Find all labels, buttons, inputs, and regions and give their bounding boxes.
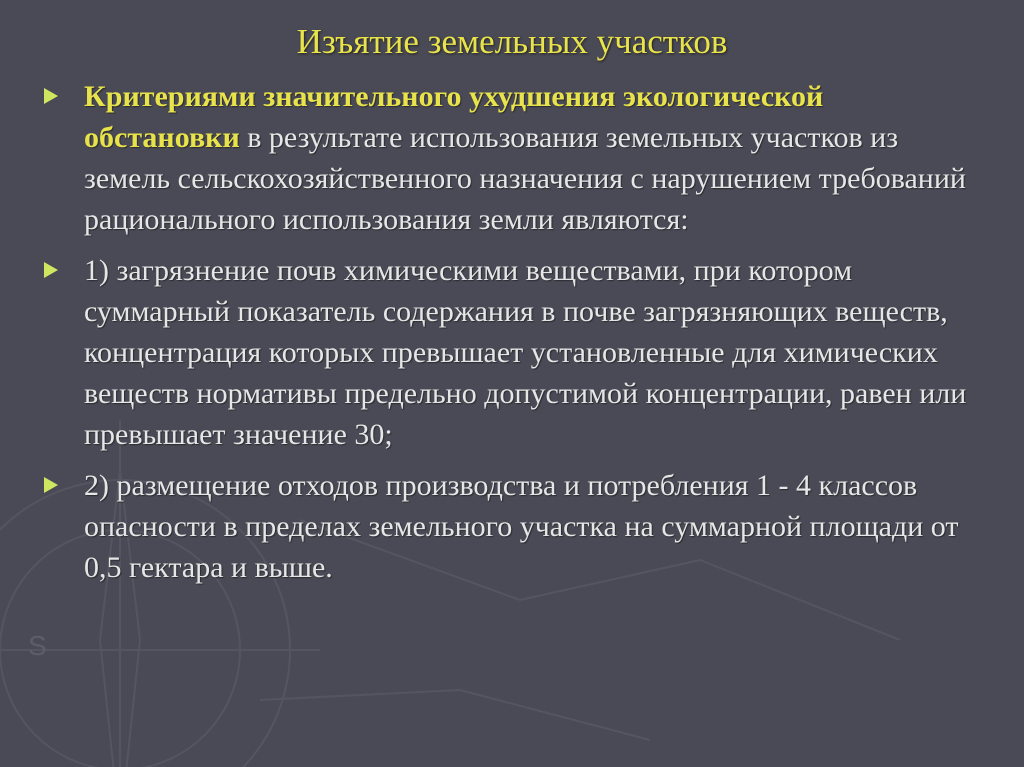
bullet-list	[44, 76, 984, 598]
bullet-emphasis: Критериями значительного ухудшения экологической обстановки	[84, 80, 824, 154]
bullet-text: 1) загрязнение почв химическими веществами, при котором суммарный показатель содержания в почве загрязняющих веществ, концентрация которых превышает установленные для химических веществ нормативы предельно допустимой концентрации, равен или превышает значение 30;	[84, 254, 967, 451]
slide-title: Изъятие земельных участков	[296, 22, 728, 61]
triangle-bullet-icon	[44, 262, 58, 278]
bullet-text: 2) размещение отходов производства и потребления 1 - 4 классов опасности в пределах земельного участка на суммарной площади от 0,5 гектара и выше.	[84, 469, 959, 584]
bullet-item-2	[44, 465, 984, 588]
triangle-bullet-icon	[44, 88, 58, 104]
triangle-bullet-icon	[44, 477, 58, 493]
bullet-text: в результате использования земельных участков из земель сельскохозяйственного назначения с нарушением требований рационального использования земли являются:	[84, 121, 966, 236]
bullet-item-1	[44, 250, 984, 455]
bullet-item-criteria	[44, 76, 984, 240]
svg-text:S: S	[28, 630, 47, 661]
